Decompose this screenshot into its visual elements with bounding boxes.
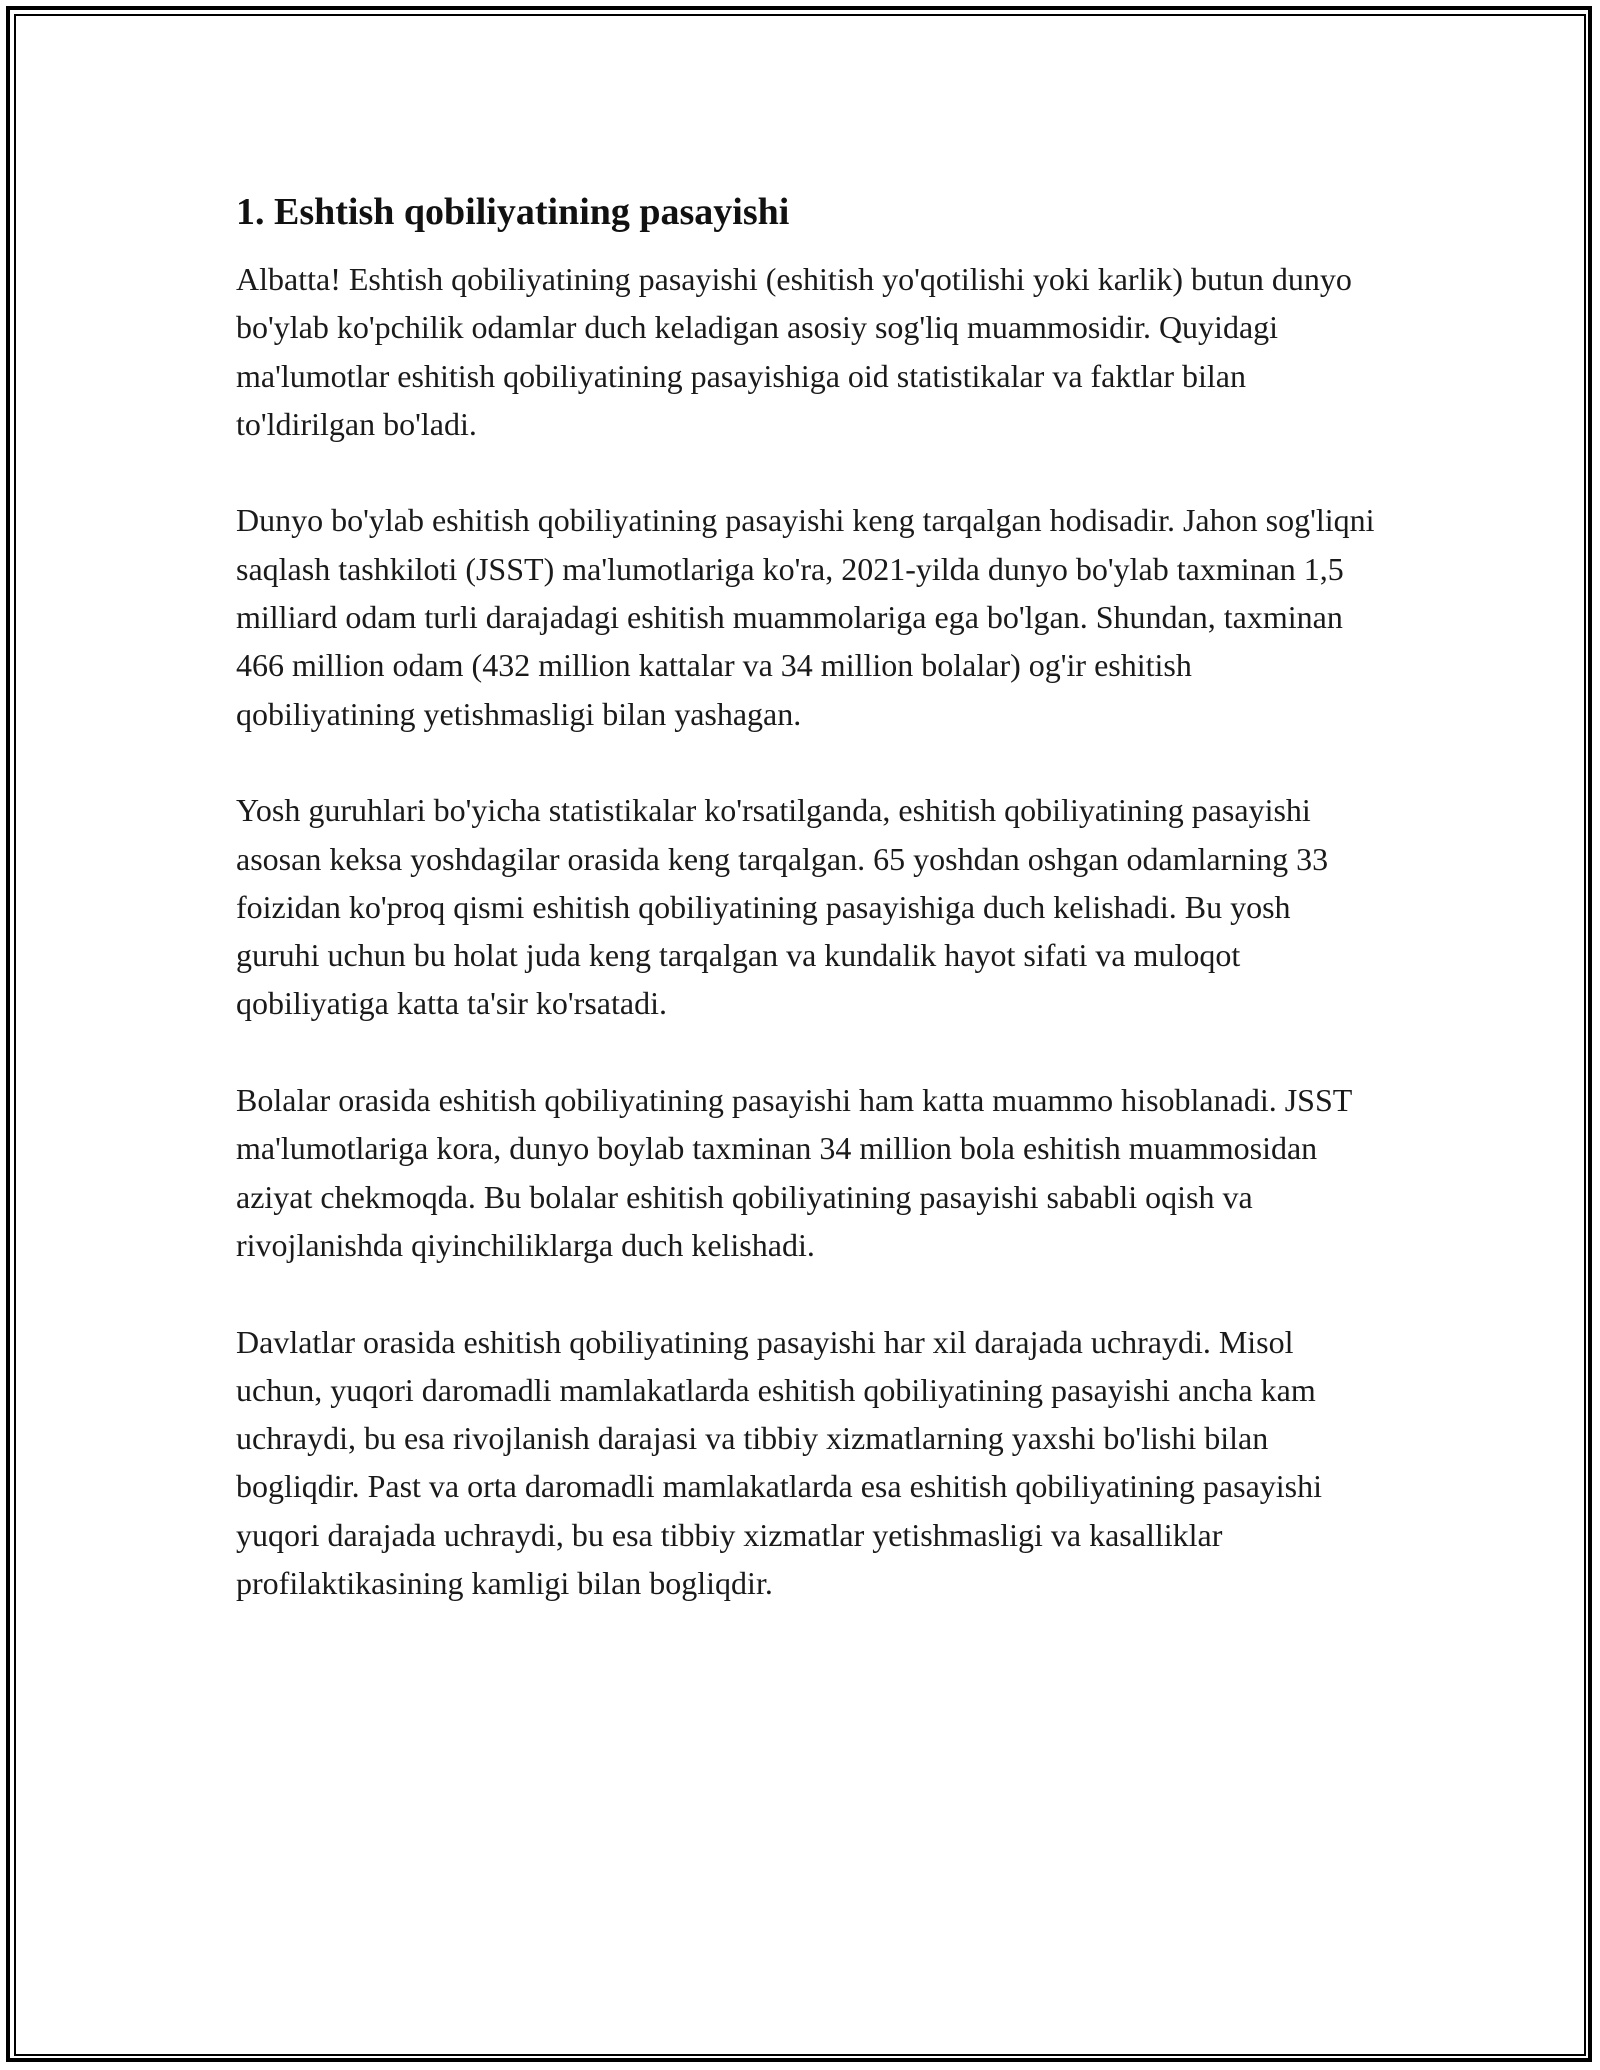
document-body [236, 186, 1376, 1656]
paragraph-children: Bolalar orasida eshitish qobiliyatining pasayishi ham katta muammo hisoblanadi. JSST ma'lumotlariga kora, dunyo boylab taxminan 34 million bola eshitish muammosidan aziyat chekmoqda. Bu bolalar eshitish qobiliyatining pasayishi sababli oqish va rivojlanishda qiyinchiliklarga duch kelishadi. [236, 1082, 1352, 1263]
document-title: 1. Eshtish qobiliyatining pasayishi [236, 191, 790, 233]
paragraph-global-stats: Dunyo bo'ylab eshitish qobiliyatining pasayishi keng tarqalgan hodisadir. Jahon sog'liqni saqlash tashkiloti (JSST) ma'lumotlariga ko'ra, 2021-yilda dunyo bo'ylab taxminan 1,5 milliard odam turli darajadagi eshitish muammolariga ega bo'lgan. Shundan, taxminan 466 million odam (432 million kattalar va 34 million bolalar) og'ir eshitish qobiliyatining yetishmasligi bilan yashagan. [236, 502, 1375, 732]
paragraph-intro: Albatta! Eshtish qobiliyatining pasayishi (eshitish yo'qotilishi yoki karlik) butun dunyo bo'ylab ko'pchilik odamlar duch keladigan asosiy sog'liq muammosidir. Quyidagi ma'lumotlar eshitish qobiliyatining pasayishiga oid statistikalar va faktlar bilan to'ldirilgan bo'ladi. [236, 261, 1352, 442]
paragraph-countries: Davlatlar orasida eshitish qobiliyatining pasayishi har xil darajada uchraydi. Misol uchun, yuqori daromadli mamlakatlarda eshitish qobiliyatining pasayishi ancha kam uchraydi, bu esa rivojlanish darajasi va tibbiy xizmatlarning yaxshi bo'lishi bilan bogliqdir. Past va orta daromadli mamlakatlarda esa eshitish qobiliyatining pasayishi yuqori darajada uchraydi, bu esa tibbiy xizmatlar yetishmasligi va kasalliklar profilaktikasining kamligi bilan bogliqdir. [236, 1323, 1322, 1602]
paragraph-age-groups: Yosh guruhlari bo'yicha statistikalar ko'rsatilganda, eshitish qobiliyatining pasayishi asosan keksa yoshdagilar orasida keng tarqalgan. 65 yoshdan oshgan odamlarning 33 foizidan ko'proq qismi eshitish qobiliyatining pasayishiga duch kelishadi. Bu yosh guruhi uchun bu holat juda keng tarqalgan va kundalik hayot sifati va muloqot qobiliyatiga katta ta'sir ko'rsatadi. [236, 792, 1329, 1022]
